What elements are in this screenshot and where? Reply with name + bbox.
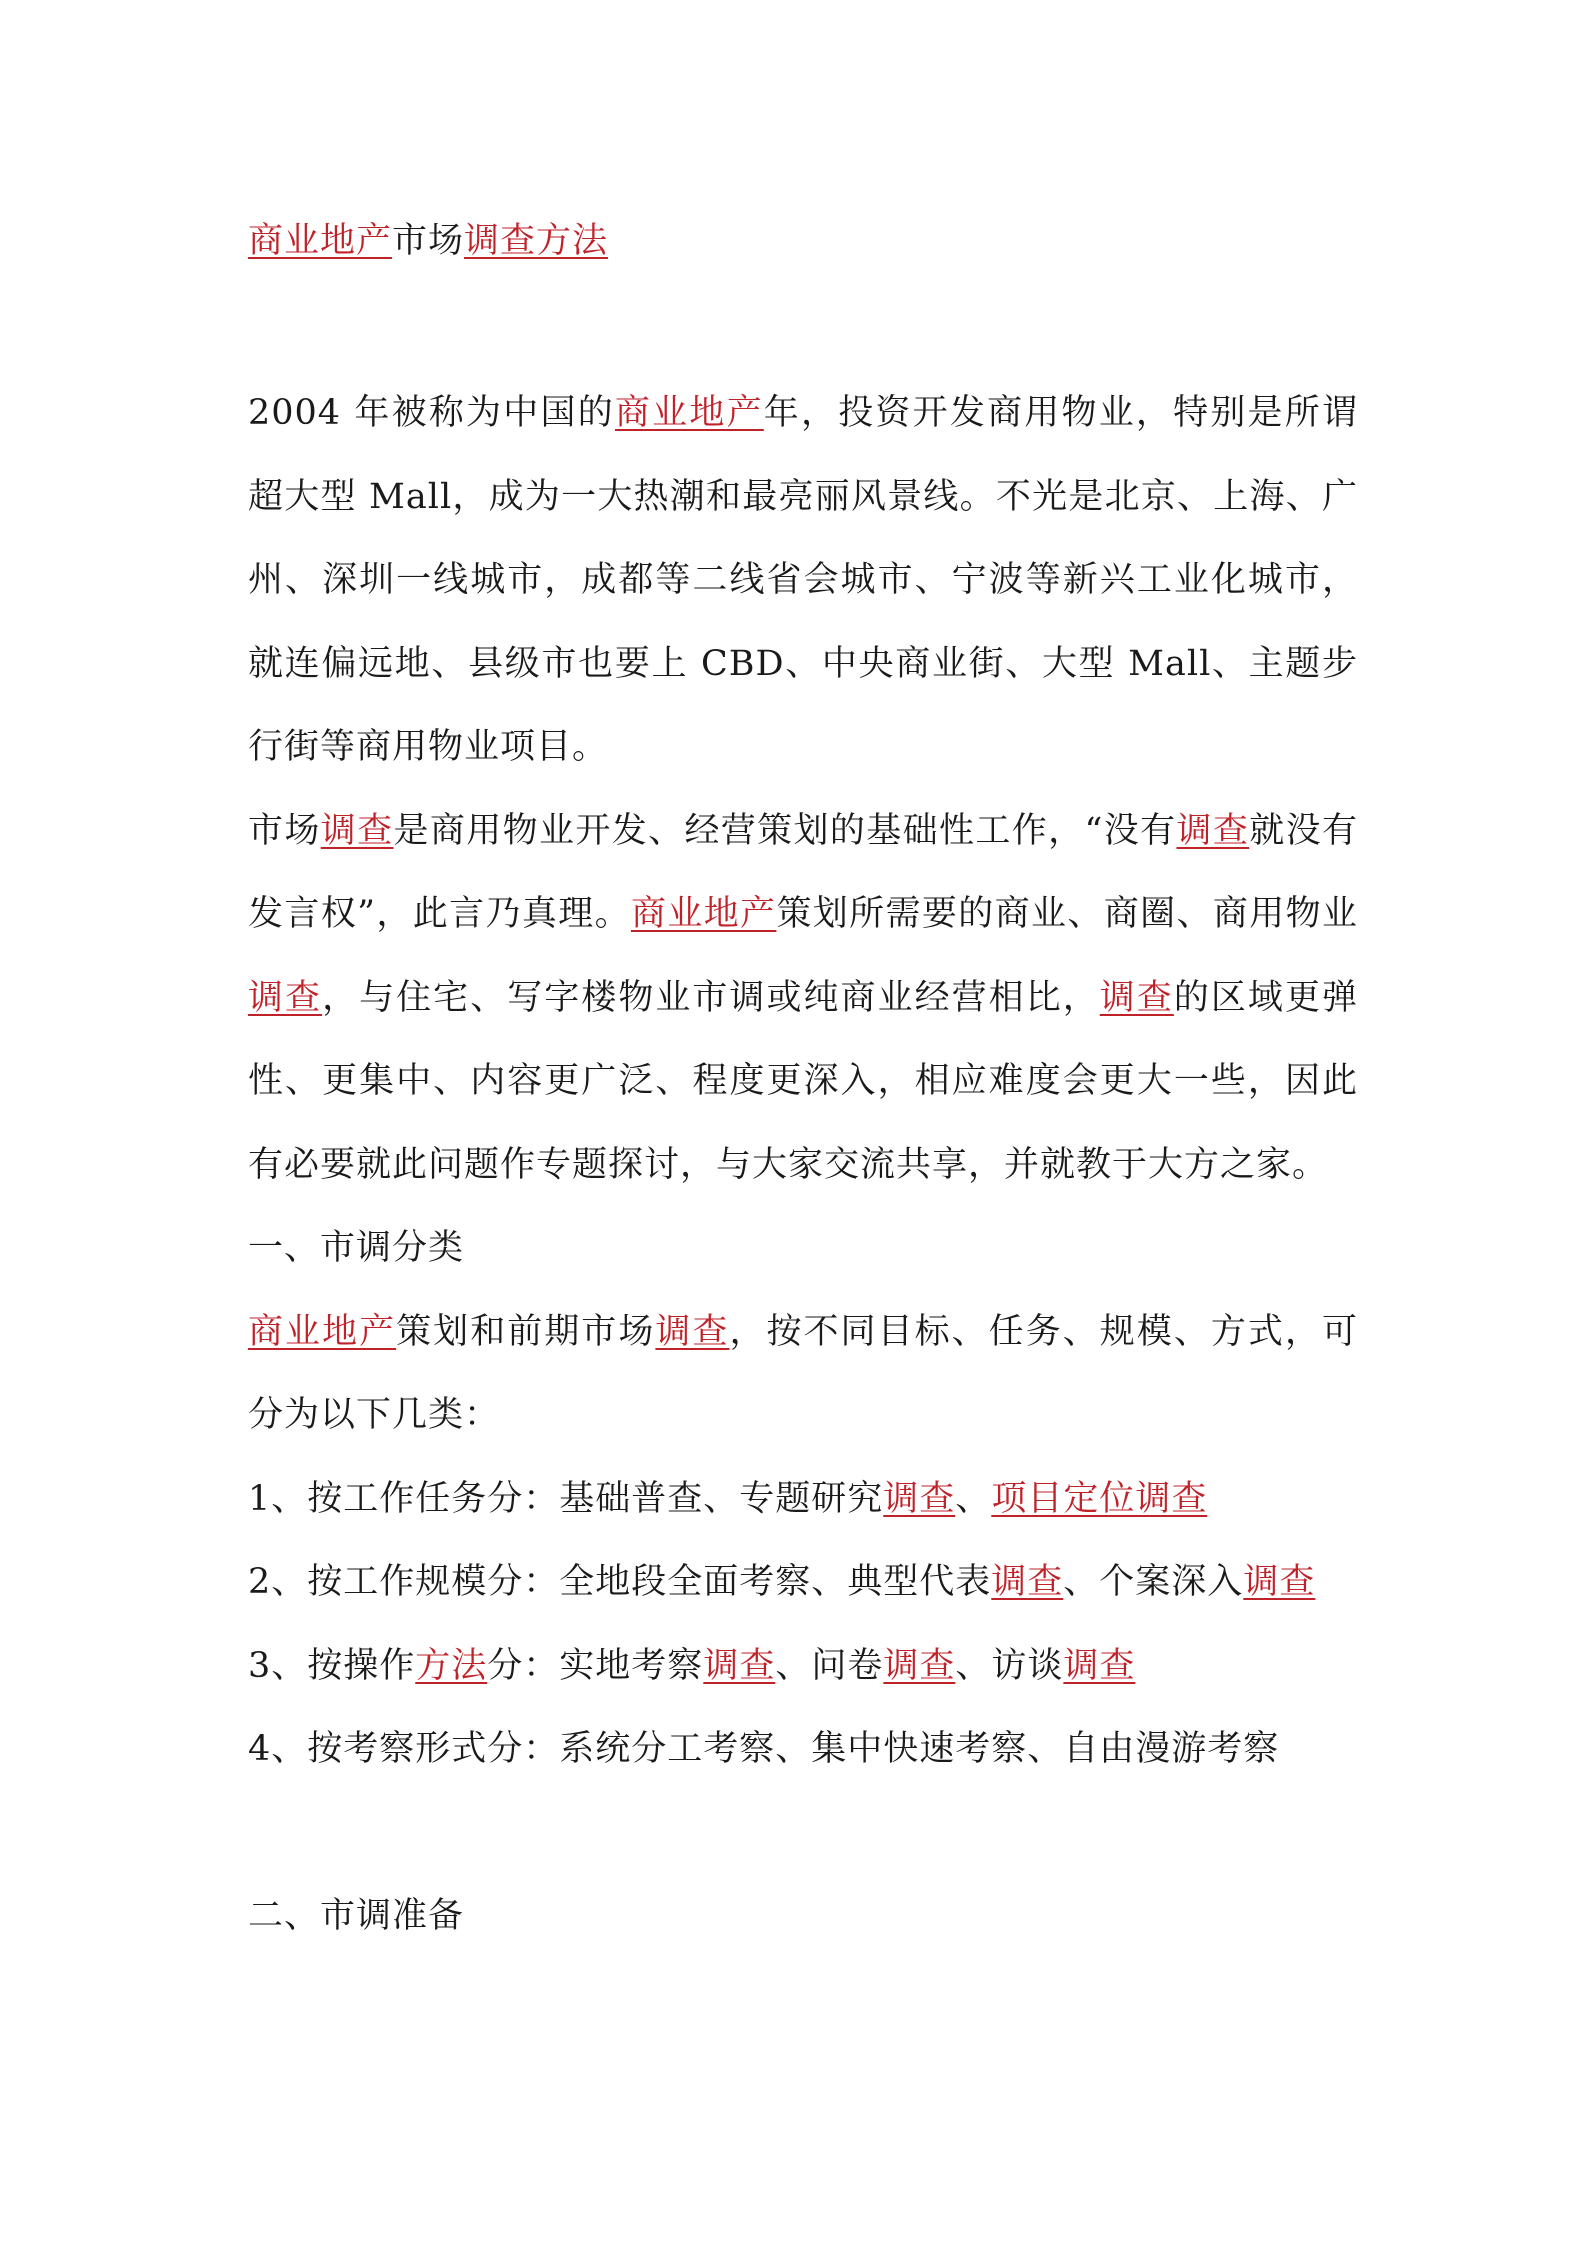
keyword-link[interactable]: 方法	[415, 1645, 488, 1686]
blank-line	[248, 1792, 1358, 1876]
classification-intro-paragraph	[248, 1291, 1358, 1458]
text-run: 2、按工作规模分：全地段全面考察、典型代表	[248, 1562, 992, 1602]
keyword-link[interactable]: 商业地产	[248, 1311, 397, 1352]
classification-item-3	[248, 1625, 1358, 1709]
text-run: 的区域更弹性、更集中、内容更广泛、程度更深入，相应难度会更大一些，因此有必要就此问题作专题探讨，与大家交流共享，并就教于大方之家。	[248, 977, 1358, 1185]
keyword-link[interactable]: 商业地产	[630, 894, 777, 934]
keyword-link[interactable]: 项目定位调查	[991, 1478, 1208, 1519]
importance-paragraph	[248, 790, 1358, 1208]
text-run: 分：实地考察	[487, 1645, 704, 1686]
keyword-link[interactable]: 调查	[1099, 977, 1174, 1018]
text-run: 市场	[392, 221, 465, 261]
keyword-link[interactable]: 调查方法	[464, 221, 609, 261]
text-run: 年，投资开发商用物业，特别是所谓超大型 Mall，成为一大热潮和最亮丽风景线。不光是北京、上海、广州、深圳一线城市，成都等二线省会城市、宁波等新兴工业化城市，就连偏远地、县级市也要上 CBD、中央商业街、大型 Mall、主题步行街等商用物业项目。	[248, 393, 1358, 767]
text-run: 、访谈	[955, 1645, 1064, 1686]
keyword-link[interactable]: 调查	[1176, 810, 1250, 851]
text-run: 4、按考察形式分：系统分工考察、集中快速考察、自由漫游考察	[248, 1729, 1280, 1769]
text-run: 、	[955, 1478, 992, 1519]
keyword-link[interactable]: 调查	[703, 1645, 776, 1686]
text-run: 策划和前期市场	[396, 1311, 656, 1352]
text-run: 就没有发言权”，此言乃真理。	[248, 810, 1358, 934]
keyword-link[interactable]: 调查	[248, 977, 323, 1018]
text-run: 1、按工作任务分：基础普查、专题研究	[248, 1478, 884, 1519]
classification-item-4	[248, 1708, 1358, 1792]
text-run: 2004 年被称为中国的	[248, 393, 615, 433]
keyword-link[interactable]: 调查	[655, 1311, 730, 1352]
text-run: ，与住宅、写字楼物业市调或纯商业经营相比，	[322, 977, 1100, 1018]
text-run: 策划所需要的商业、商圈、商用物业	[776, 894, 1358, 934]
text-run: 市场	[248, 810, 321, 851]
text-run: 、问卷	[775, 1645, 884, 1686]
section-heading-classification: 一、市调分类	[248, 1228, 465, 1268]
keyword-link[interactable]: 商业地产	[614, 393, 764, 433]
keyword-link[interactable]: 商业地产	[248, 221, 393, 261]
classification-item-1	[248, 1458, 1358, 1542]
text-run: 是商用物业开发、经营策划的基础性工作，“没有	[393, 810, 1177, 851]
intro-paragraph	[248, 372, 1358, 790]
keyword-link[interactable]: 调查	[320, 810, 394, 851]
text-run: 、个案深入	[1063, 1562, 1244, 1602]
section-heading-preparation: 二、市调准备	[248, 1896, 465, 1936]
classification-item-2	[248, 1541, 1358, 1625]
keyword-link[interactable]: 调查	[883, 1478, 956, 1519]
keyword-link[interactable]: 调查	[883, 1645, 956, 1686]
keyword-link[interactable]: 调查	[991, 1562, 1064, 1602]
document-title	[248, 205, 1358, 277]
keyword-link[interactable]: 调查	[1243, 1562, 1316, 1602]
text-run: ，按不同目标、任务、规模、方式，可分为以下几类：	[248, 1311, 1358, 1435]
text-run: 3、按操作	[248, 1645, 416, 1686]
keyword-link[interactable]: 调查	[1063, 1645, 1136, 1686]
document-body	[248, 205, 1358, 1959]
